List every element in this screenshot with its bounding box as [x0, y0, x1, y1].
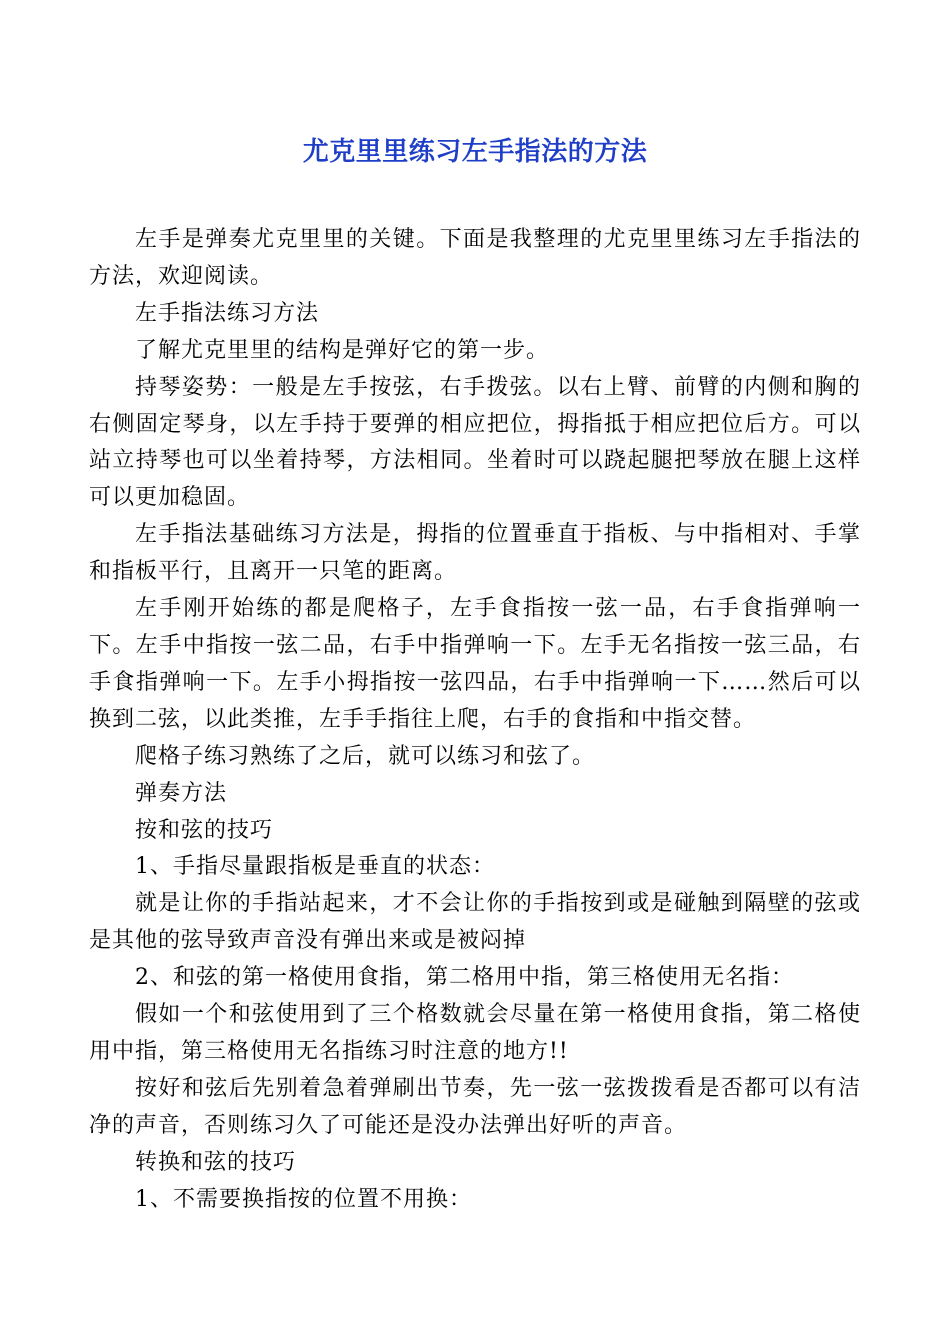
paragraph-basic-method: 左手指法基础练习方法是，拇指的位置垂直于指板、与中指相对、手掌和指板平行，且离开一只笔的距离。 — [89, 522, 861, 585]
paragraph-tip-1-detail: 就是让你的手指站起来，才不会让你的手指按到或是碰触到隔壁的弦或是其他的弦导致声音没有弹出来或是被闷掉 — [89, 891, 861, 954]
paragraph-heading-switch: 转换和弦的技巧 — [135, 1149, 297, 1175]
paragraph-heading-chord-tips: 按和弦的技巧 — [135, 817, 274, 843]
paragraph-posture: 持琴姿势：一般是左手按弦，右手拨弦。以右上臂、前臂的内侧和胸的右侧固定琴身，以左手持于要弹的相应把位，拇指抵于相应把位后方。可以站立持琴也可以坐着持琴，方法相同。坐着时可以跷起腿把琴放在腿上这样可以更加稳固。 — [89, 374, 861, 511]
paragraph-structure: 了解尤克里里的结构是弹好它的第一步。 — [135, 337, 550, 363]
paragraph-heading-playing: 弹奏方法 — [135, 780, 228, 806]
document-title: 尤克里里练习左手指法的方法 — [302, 137, 648, 167]
paragraph-tip-1: 1、手指尽量跟指板是垂直的状态： — [135, 854, 495, 880]
paragraph-intro: 左手是弹奏尤克里里的关键。下面是我整理的尤克里里练习左手指法的方法，欢迎阅读。 — [89, 227, 861, 289]
paragraph-tip-2: 2、和弦的第一格使用食指，第二格用中指，第三格使用无名指： — [135, 965, 794, 991]
paragraph-switch-tip-1: 1、不需要换指按的位置不用换： — [135, 1186, 472, 1212]
paragraph-tip-2-detail: 假如一个和弦使用到了三个格数就会尽量在第一格使用食指，第二格使用中指，第三格使用无名指练习时注意的地方!! — [89, 1002, 861, 1064]
paragraph-crawl-frets: 左手刚开始练的都是爬格子，左手食指按一弦一品，右手食指弹响一下。左手中指按一弦二品，右手中指弹响一下。左手无名指按一弦三品，右手食指弹响一下。左手小拇指按一弦四品，右手中指弹响一下……然后可以换到二弦，以此类推，左手手指往上爬，右手的食指和中指交替。 — [89, 596, 861, 732]
paragraph-clean-sound: 按好和弦后先别着急着弹刷出节奏，先一弦一弦拨拨看是否都可以有洁净的声音，否则练习久了可能还是没办法弹出好听的声音。 — [89, 1075, 861, 1138]
document-body — [89, 222, 861, 1218]
paragraph-chords-next: 爬格子练习熟练了之后，就可以练习和弦了。 — [135, 743, 596, 769]
paragraph-heading-left-hand: 左手指法练习方法 — [135, 300, 320, 326]
